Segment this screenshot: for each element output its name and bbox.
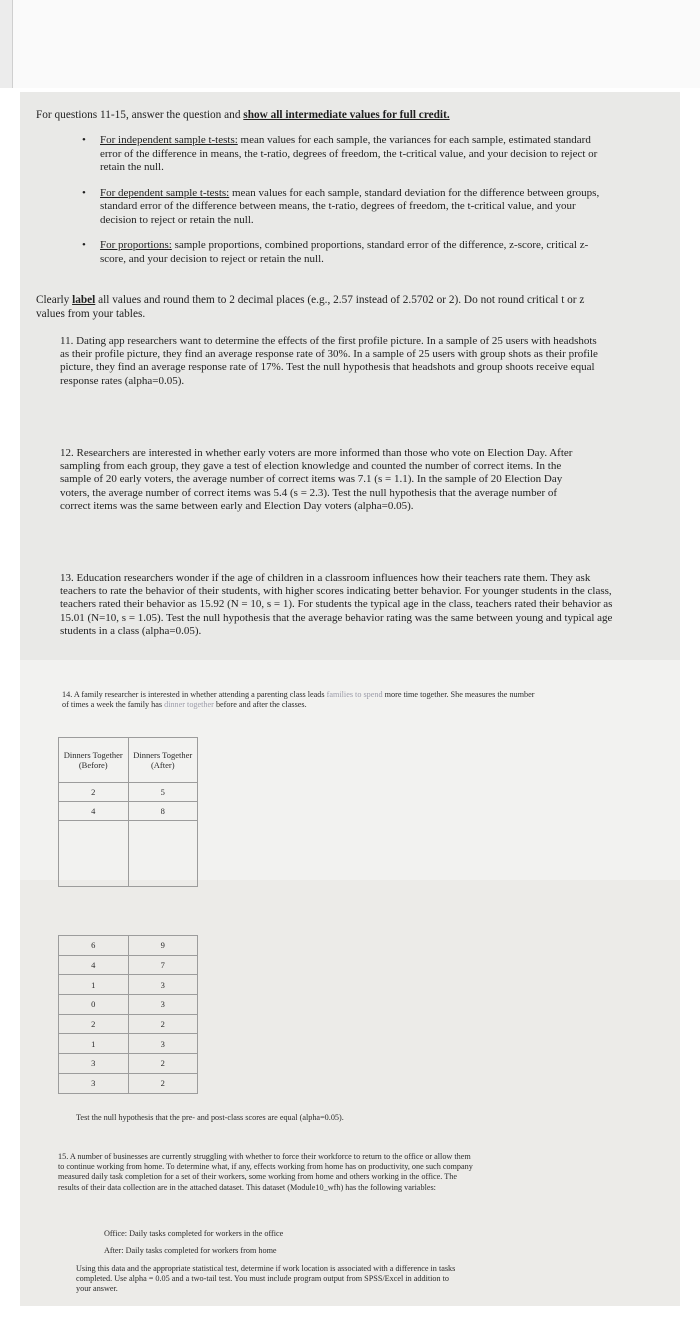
table-cell: 4 [59, 955, 129, 975]
table-row [59, 1034, 198, 1054]
q14-text-e: before and after the classes. [213, 700, 307, 710]
bullet-title: For independent sample t-tests: [100, 134, 238, 146]
bullet-title: For proportions: [100, 239, 172, 251]
table-row [59, 975, 198, 995]
table-row-blank [59, 821, 198, 887]
bullet-dot-icon: • [82, 186, 86, 199]
dinners-table-bottom [58, 935, 198, 1094]
q14-text-d: dinner together [164, 700, 214, 710]
question-14-null: Test the null hypothesis that the pre- and post-class scores are equal (alpha=0.05). [76, 1113, 344, 1122]
table-cell: 2 [59, 1014, 129, 1034]
bullet-text: sample proportions, combined proportions, standard error of the difference, z-score, critical z-score, and your decision to reject or retain the null. [100, 239, 589, 265]
clearly-post: all values and round them to 2 decimal places (e.g., 2.57 instead of 2.5702 or 2). Do not round critical t or z values from your tables. [36, 294, 585, 320]
variable-after: After: Daily tasks completed for workers from home [104, 1246, 277, 1256]
q14-text-c: more time together. She measures the number of times a week the family has [62, 690, 535, 710]
table-cell: 2 [128, 1014, 198, 1034]
bullet-dot-icon: • [82, 239, 86, 251]
question-14 [62, 690, 542, 710]
question-12: 12. Researchers are interested in whether early voters are more informed than those who vote on Election Day. After sampling from each group, they gave a test of election knowledge and counted the number of correct items. In the sample of 20 early voters, the average number of correct items was 7.1 (s = 1.1). In the sample of 20 Election Day voters, the average number of correct items was 5.4 (s = 2.3). Test the null hypothesis that the average number of correct items was the same between early and Election Day voters (alpha=0.05). [60, 447, 573, 512]
bullet-dot-icon: • [82, 134, 86, 146]
table-cell: 4 [59, 802, 129, 821]
header-after: Dinners Together (After) [128, 738, 198, 783]
table-cell: 3 [128, 995, 198, 1015]
variable-office: Office: Daily tasks completed for workers in the office [104, 1229, 284, 1238]
table-cell: 5 [128, 783, 198, 802]
question-15-task: Using this data and the appropriate statistical test, determine if work location is associated with a difference in tasks completed. Use alpha = 0.05 and a two-tail test. You must include program output from SPSS/Excel in addition to your answer. [76, 1264, 456, 1294]
header-before: Dinners Together (Before) [59, 738, 129, 783]
table-cell: 8 [128, 802, 198, 821]
table-cell: 0 [59, 995, 129, 1015]
table-cell: 2 [128, 1073, 198, 1093]
q14-text-b: families to spend [326, 690, 383, 699]
question-15: 15. A number of businesses are currently struggling with whether to force their workforce to return to the office or allow them to continue working from home. To determine what, if any, effects working from home has on productivity, one such company measured daily task completion for a set of their workers, some working from home and others working in the office. The results of their data collection are in the attached dataset. This dataset (Module10_wfh) has the following variables: [58, 1152, 473, 1192]
bottom-margin [0, 1306, 700, 1317]
table-row [59, 1054, 198, 1074]
variables-list [104, 1229, 464, 1263]
table-row [59, 1073, 198, 1093]
clearly-pre: Clearly [36, 294, 73, 306]
table-cell: 3 [128, 1034, 198, 1054]
table-cell: 6 [59, 936, 129, 956]
table-header-row [59, 738, 198, 783]
intro-emphasis: show all intermediate values for full credit. [243, 109, 450, 121]
question-13: 13. Education researchers wonder if the age of children in a classroom influences how their teachers rate them. They ask teachers to rate the behavior of their students, with higher scores indicating better behavior. For younger students in the class, teachers rated their behavior as 15.92 (N = 10, s = 1). For students the typical age in the class, teachers rated their behavior as 15.01 (N=10, s = 1.05). Test the null hypothesis that the average behavior rating was the same between young and typical age students in a class (alpha=0.05). [60, 572, 613, 637]
table-cell: 3 [59, 1054, 129, 1074]
rounding-instructions [36, 293, 596, 321]
window-edge [0, 0, 13, 88]
table-cell [128, 821, 198, 887]
clearly-label-word: label [72, 294, 96, 306]
table-cell [59, 821, 129, 887]
table-row [59, 1014, 198, 1034]
instruction-bullets [82, 134, 602, 278]
table-cell: 2 [59, 783, 129, 802]
table-row [59, 783, 198, 802]
bullet-title: For dependent sample t-tests: [100, 186, 230, 199]
question-11: 11. Dating app researchers want to determine the effects of the first profile picture. In a sample of 25 users with headshots as their profile picture, they find an average response rate of 30%. In a sample of 25 users with group shots as their profile picture, they find an average response rate of 17%. Test the null hypothesis that headshots and group shoots receive equal response rates (alpha=0.05). [60, 335, 598, 387]
q14-text-a: 14. A family researcher is interested in whether attending a parenting class leads [62, 690, 327, 699]
table-cell: 1 [59, 1034, 129, 1054]
bullet-text: mean values for each sample, standard deviation for the difference between groups, standard error of the difference between means, the t-ratio, degrees of freedom, the t-critical value, and your decision to reject or retain the null. [100, 186, 600, 226]
table-cell: 9 [128, 936, 198, 956]
dinners-table-top [58, 737, 198, 887]
table-row [59, 955, 198, 975]
bullet-dependent [82, 187, 602, 228]
table-cell: 3 [128, 975, 198, 995]
table-row [59, 995, 198, 1015]
table-row [59, 802, 198, 821]
table-cell: 7 [128, 955, 198, 975]
top-margin [0, 0, 700, 88]
table-cell: 3 [59, 1073, 129, 1093]
table-cell: 1 [59, 975, 129, 995]
table-row [59, 936, 198, 956]
bullet-proportions [82, 239, 602, 266]
bullet-independent [82, 134, 602, 175]
instructions-intro [36, 108, 656, 122]
table-cell: 2 [128, 1054, 198, 1074]
bullet-text: mean values for each sample, the variances for each sample, estimated standard error of the difference in means, the t-ratio, degrees of freedom, the t-critical value, and your decision to reject or retain the null. [100, 134, 598, 173]
intro-lead: For questions 11-15, answer the question and [36, 109, 244, 121]
